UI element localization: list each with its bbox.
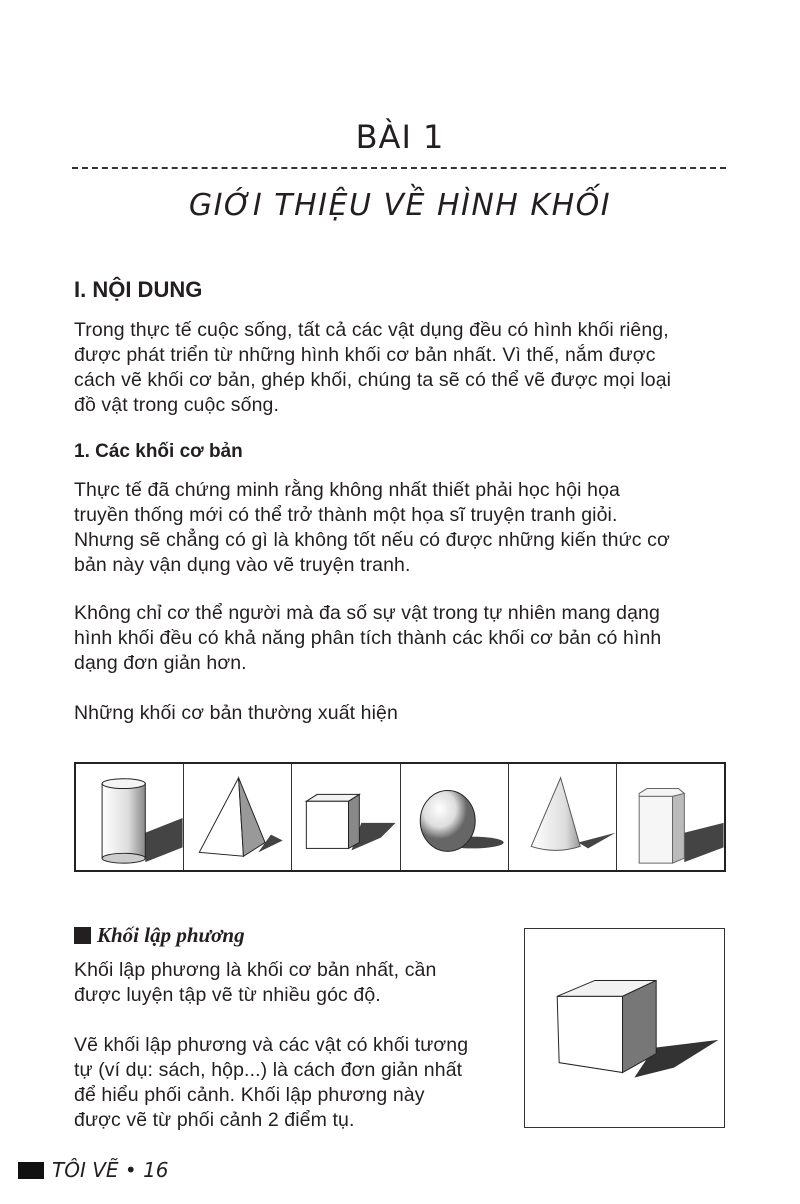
text-line: tự (ví dụ: sách, hộp...) là cách đơn giản nhất (74, 1059, 463, 1081)
hexagonal-prism-illustration (617, 764, 724, 870)
text-line: đồ vật trong cuộc sống. (74, 394, 280, 416)
text-line: truyền thống mới có thể trở thành một họa sĩ truyện tranh giỏi. (74, 504, 618, 526)
subsection-heading: 1. Các khối cơ bản (74, 441, 243, 462)
text-line: bản này vận dụng vào vẽ truyện tranh. (74, 554, 411, 576)
text-line: hình khối đều có khả năng phân tích thành các khối cơ bản có hình (74, 627, 662, 649)
lesson-title: GIỚI THIỆU VỀ HÌNH KHỐI (188, 188, 612, 223)
text-line: để hiểu phối cảnh. Khối lập phương này (74, 1084, 425, 1106)
section-heading: I. NỘI DUNG (74, 277, 203, 302)
cylinder-illustration (76, 764, 184, 870)
pyramid-illustration (184, 764, 292, 870)
text-line: dạng đơn giản hơn. (74, 652, 247, 674)
book-title: TÔI VẼ (52, 1158, 119, 1182)
text-line: được luyện tập vẽ từ nhiều góc độ. (74, 984, 381, 1006)
dashed-divider (72, 167, 726, 169)
cone-illustration (509, 764, 617, 870)
footer-block-icon (18, 1162, 44, 1179)
text-line: Nhưng sẽ chẳng có gì là không tốt nếu có được những kiến thức cơ (74, 529, 670, 551)
paragraph (74, 478, 670, 578)
cube-illustration (292, 764, 400, 870)
paragraph (74, 958, 436, 1008)
shapes-intro: Những khối cơ bản thường xuất hiện (74, 702, 398, 724)
cube-perspective-illustration (524, 928, 725, 1128)
text-line: được vẽ từ phối cảnh 2 điểm tụ. (74, 1109, 355, 1131)
lesson-number: BÀI 1 (355, 118, 445, 156)
intro-paragraph (74, 318, 671, 418)
cube-section-heading (74, 923, 245, 948)
paragraph (74, 1033, 468, 1133)
heading-text: Khối lập phương (97, 923, 245, 947)
text-line: Vẽ khối lập phương và các vật có khối tương (74, 1034, 469, 1056)
square-bullet-icon (74, 927, 91, 944)
text-line: Khối lập phương là khối cơ bản nhất, cần (74, 959, 437, 981)
page-footer: TÔI VẼ • 16 (18, 1158, 169, 1182)
text-line: Trong thực tế cuộc sống, tất cả các vật dụng đều có hình khối riêng, (74, 319, 669, 341)
text-line: Không chỉ cơ thể người mà đa số sự vật trong tự nhiên mang dạng (74, 602, 660, 624)
text-line: Thực tế đã chứng minh rằng không nhất thiết phải học hội họa (74, 479, 620, 501)
basic-shapes-strip (74, 762, 726, 872)
text-line: cách vẽ khối cơ bản, ghép khối, chúng ta sẽ có thể vẽ được mọi loại (74, 369, 672, 391)
page-number: 16 (143, 1158, 169, 1182)
paragraph (74, 601, 661, 676)
text-line: được phát triển từ những hình khối cơ bản nhất. Vì thế, nắm được (74, 344, 656, 366)
sphere-illustration (401, 764, 509, 870)
